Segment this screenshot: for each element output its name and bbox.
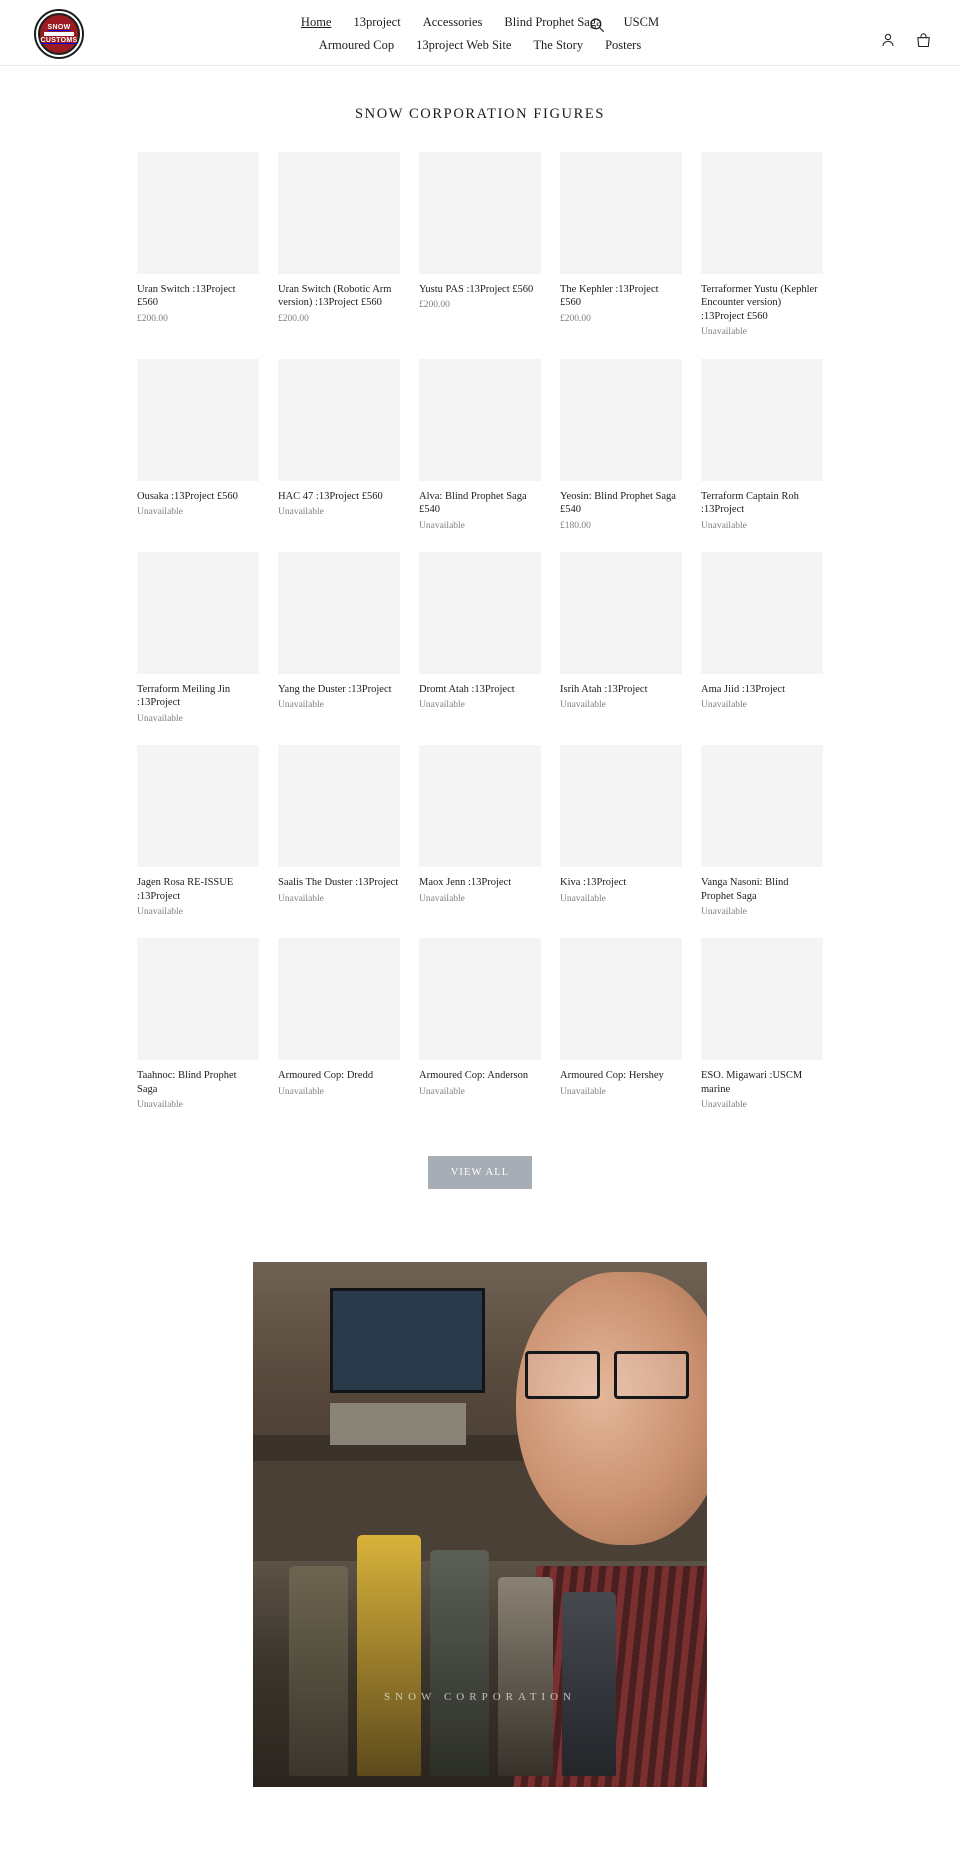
product-price: Unavailable — [560, 700, 606, 711]
hero-photo — [253, 1262, 707, 1787]
product-thumbnail[interactable] — [278, 745, 400, 867]
product-title[interactable]: Dromt Atah :13Project — [419, 683, 515, 695]
product-card[interactable] — [278, 152, 400, 339]
nav-item-home[interactable]: Home — [300, 15, 332, 29]
product-title[interactable]: Terraform Meiling Jin :13Project — [137, 683, 231, 709]
product-title[interactable]: Armoured Cop: Anderson — [419, 1070, 529, 1082]
product-card[interactable] — [560, 745, 682, 918]
product-title[interactable]: Alva: Blind Prophet Saga £540 — [419, 490, 527, 516]
product-card[interactable] — [701, 552, 823, 725]
product-thumbnail[interactable] — [560, 552, 682, 674]
product-card[interactable] — [419, 745, 541, 918]
account-icon[interactable] — [879, 30, 897, 50]
product-price: £200.00 — [278, 313, 309, 324]
product-title[interactable]: Jagen Rosa RE-ISSUE :13Project — [137, 877, 234, 902]
product-title[interactable]: Armoured Cop: Dredd — [278, 1070, 374, 1082]
product-thumbnail[interactable] — [701, 745, 823, 867]
product-card[interactable] — [701, 938, 823, 1111]
product-card[interactable] — [278, 938, 400, 1111]
product-thumbnail[interactable] — [419, 359, 541, 481]
product-card[interactable] — [137, 745, 259, 918]
product-card[interactable] — [137, 552, 259, 725]
product-card[interactable] — [419, 152, 541, 339]
product-title[interactable]: Ousaka :13Project £560 — [137, 490, 238, 502]
product-title[interactable]: Terraformer Yustu (Kephler Encounter version) :13Project £560 — [701, 284, 818, 322]
product-price: Unavailable — [701, 327, 747, 338]
product-card[interactable] — [137, 938, 259, 1111]
product-card[interactable] — [137, 152, 259, 339]
nav-item-blind-prophet-saga[interactable]: Blind Prophet Saga — [504, 15, 602, 29]
product-card[interactable] — [701, 745, 823, 918]
product-price: Unavailable — [419, 520, 465, 531]
nav-item-armoured-cop[interactable]: Armoured Cop — [318, 37, 395, 52]
nav-row-secondary — [0, 37, 960, 54]
product-price: Unavailable — [137, 713, 183, 724]
product-price: Unavailable — [560, 893, 606, 904]
product-price: £200.00 — [560, 313, 591, 324]
product-thumbnail[interactable] — [137, 745, 259, 867]
product-price: Unavailable — [701, 520, 747, 531]
hero-person-glasses — [525, 1351, 688, 1393]
product-price: Unavailable — [701, 1100, 747, 1111]
hero-caption: SNOW CORPORATION — [384, 1690, 576, 1703]
product-thumbnail[interactable] — [701, 552, 823, 674]
product-card[interactable] — [278, 745, 400, 918]
product-card[interactable] — [560, 552, 682, 725]
product-price: Unavailable — [560, 1086, 606, 1097]
product-title[interactable]: Uran Switch :13Project £560 — [137, 284, 236, 309]
product-price: Unavailable — [137, 906, 183, 917]
product-price: Unavailable — [419, 700, 465, 711]
product-title[interactable]: HAC 47 :13Project £560 — [278, 490, 383, 502]
product-thumbnail[interactable] — [419, 552, 541, 674]
product-thumbnail[interactable] — [137, 152, 259, 274]
product-thumbnail[interactable] — [137, 938, 259, 1060]
hero-figure — [498, 1577, 552, 1777]
product-title[interactable]: Taahnoc: Blind Prophet Saga — [137, 1070, 237, 1095]
hero-figure — [430, 1550, 489, 1776]
hero-bg-monitor — [330, 1288, 484, 1393]
product-title[interactable]: Saalis The Duster :13Project — [278, 877, 399, 889]
product-price: Unavailable — [278, 1086, 324, 1097]
logo-line-2: CUSTOMS — [40, 37, 78, 44]
nav-item-accessories[interactable]: Accessories — [422, 15, 483, 29]
product-card[interactable] — [560, 152, 682, 339]
product-title[interactable]: Terraform Captain Roh :13Project — [701, 490, 799, 516]
product-thumbnail[interactable] — [560, 745, 682, 867]
nav-item-13project[interactable]: 13project — [353, 15, 401, 29]
product-price: Unavailable — [278, 700, 324, 711]
hero-bg-shelf-box — [330, 1403, 466, 1445]
product-price: £200.00 — [137, 313, 168, 324]
product-title[interactable]: Vanga Nasoni: Blind Prophet Saga — [701, 877, 789, 902]
product-thumbnail[interactable] — [278, 359, 400, 481]
product-thumbnail[interactable] — [137, 359, 259, 481]
hero-figure — [357, 1535, 421, 1777]
product-title[interactable]: Yeosin: Blind Prophet Saga £540 — [560, 490, 676, 516]
nav-row-primary — [0, 14, 960, 31]
product-thumbnail[interactable] — [419, 938, 541, 1060]
product-card[interactable] — [137, 359, 259, 532]
product-price: Unavailable — [278, 507, 324, 518]
product-price: £180.00 — [560, 520, 591, 531]
product-thumbnail[interactable] — [560, 359, 682, 481]
product-card[interactable] — [278, 552, 400, 725]
product-price: Unavailable — [701, 700, 747, 711]
site-header — [0, 0, 960, 66]
product-thumbnail[interactable] — [278, 938, 400, 1060]
product-thumbnail[interactable] — [701, 938, 823, 1060]
view-all-container — [0, 1156, 960, 1189]
hero-person-face — [516, 1272, 707, 1545]
search-icon[interactable] — [587, 16, 607, 36]
product-price: Unavailable — [137, 1100, 183, 1111]
hero-figure — [562, 1592, 616, 1776]
product-grid — [137, 152, 823, 1132]
cart-icon[interactable] — [914, 30, 932, 50]
nav-item-posters[interactable]: Posters — [605, 37, 642, 52]
product-price: Unavailable — [701, 906, 747, 917]
product-thumbnail[interactable] — [701, 359, 823, 481]
product-card[interactable] — [419, 938, 541, 1111]
product-card[interactable] — [419, 552, 541, 725]
product-thumbnail[interactable] — [419, 745, 541, 867]
product-title[interactable]: The Kephler :13Project £560 — [560, 284, 659, 309]
product-thumbnail[interactable] — [278, 552, 400, 674]
nav-item-the-story[interactable]: The Story — [533, 37, 584, 52]
product-card[interactable] — [560, 359, 682, 532]
main-content — [0, 106, 960, 1787]
product-thumbnail[interactable] — [137, 552, 259, 674]
view-all-button[interactable]: VIEW ALL — [428, 1156, 532, 1189]
hero-image-section — [253, 1262, 707, 1787]
logo-line-1: SNOW — [47, 23, 71, 31]
product-thumbnail[interactable] — [560, 152, 682, 274]
product-title[interactable]: Uran Switch (Robotic Arm version) :13Project £560 — [278, 284, 392, 309]
page-title: SNOW CORPORATION FIGURES — [354, 106, 606, 122]
product-card[interactable] — [560, 938, 682, 1111]
product-card[interactable] — [278, 359, 400, 532]
product-title[interactable]: Armoured Cop: Hershey — [560, 1070, 664, 1082]
product-title[interactable]: Isrih Atah :13Project — [560, 683, 648, 695]
product-thumbnail[interactable] — [701, 152, 823, 274]
product-price: Unavailable — [137, 507, 183, 518]
product-thumbnail[interactable] — [560, 938, 682, 1060]
product-title[interactable]: ESO. Migawari :USCM marine — [701, 1070, 803, 1095]
product-title[interactable]: Maox Jenn :13Project — [419, 877, 512, 889]
product-card[interactable] — [701, 359, 823, 532]
product-price: Unavailable — [419, 893, 465, 904]
product-title[interactable]: Kiva :13Project — [560, 877, 627, 889]
product-title[interactable]: Yang the Duster :13Project — [278, 683, 392, 695]
product-title[interactable]: Ama Jiid :13Project — [701, 683, 785, 695]
nav-item-13project-web-site[interactable]: 13project Web Site — [416, 37, 512, 52]
main-navigation — [0, 14, 960, 59]
hero-figure — [289, 1566, 348, 1776]
product-thumbnail[interactable] — [419, 152, 541, 274]
product-card[interactable] — [701, 152, 823, 339]
nav-item-uscm[interactable]: USCM — [623, 15, 660, 29]
product-title[interactable]: Yustu PAS :13Project £560 — [419, 284, 534, 295]
product-card[interactable] — [419, 359, 541, 532]
product-price: £200.00 — [419, 300, 450, 311]
header-icon-group — [879, 30, 932, 50]
product-thumbnail[interactable] — [278, 152, 400, 274]
product-price: Unavailable — [278, 893, 324, 904]
product-price: Unavailable — [419, 1086, 465, 1097]
